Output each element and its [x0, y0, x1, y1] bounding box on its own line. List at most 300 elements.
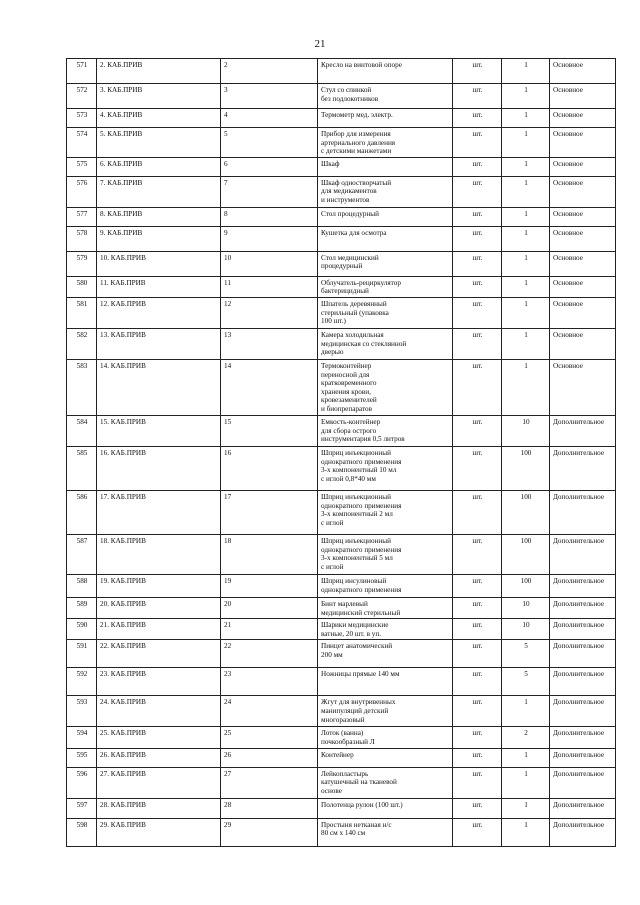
- unit-text: шт.: [472, 448, 483, 457]
- cabinet-code-text: 9. КАБ.ПРИВ: [100, 228, 143, 237]
- unit-text: шт.: [472, 253, 483, 262]
- position-cell: [221, 84, 318, 109]
- row-number-text: 572: [76, 86, 88, 94]
- equipment-table: [66, 58, 616, 847]
- item-name-cell: [318, 534, 453, 574]
- equipment-type-cell: [550, 109, 616, 128]
- cabinet-code-text: 29. КАБ.ПРИВ: [100, 820, 146, 829]
- item-name-cell: [318, 767, 453, 798]
- unit-text: шт.: [472, 178, 483, 187]
- row-number-text: 579: [76, 253, 88, 262]
- unit-text: шт.: [472, 299, 483, 308]
- unit-cell: [453, 207, 502, 226]
- quantity-cell: [502, 727, 550, 748]
- item-name-cell: [318, 226, 453, 251]
- cabinet-code-text: 25. КАБ.ПРИВ: [100, 729, 146, 738]
- equipment-type-cell: [550, 727, 616, 748]
- position-text: 23: [224, 670, 232, 679]
- unit-cell: [453, 798, 502, 818]
- item-name-text: Шкаф одностворчатый для медикаментов и инструментов: [321, 178, 392, 204]
- position-cell: [221, 251, 318, 276]
- table-body: [67, 59, 616, 847]
- table-row: [67, 668, 616, 696]
- position-text: 10: [224, 253, 232, 262]
- quantity-text: 1: [524, 86, 528, 94]
- cabinet-code-cell: [97, 696, 221, 727]
- row-number-cell: [67, 328, 97, 359]
- cabinet-code-cell: [97, 251, 221, 276]
- quantity-cell: [502, 328, 550, 359]
- quantity-cell: [502, 597, 550, 618]
- position-text: 5: [224, 130, 228, 138]
- equipment-type-cell: [550, 534, 616, 574]
- equipment-type-cell: [550, 619, 616, 640]
- cabinet-code-text: 24. КАБ.ПРИВ: [100, 698, 146, 707]
- row-number-cell: [67, 109, 97, 128]
- unit-cell: [453, 84, 502, 109]
- equipment-type-cell: [550, 226, 616, 251]
- position-cell: [221, 276, 318, 297]
- item-name-text: Полотенца рулон (100 шт.): [321, 800, 403, 809]
- quantity-cell: [502, 251, 550, 276]
- table-row: [67, 328, 616, 359]
- row-number-cell: [67, 157, 97, 176]
- cabinet-code-cell: [97, 59, 221, 84]
- unit-cell: [453, 297, 502, 328]
- row-number-text: 588: [76, 576, 88, 585]
- position-text: 27: [224, 769, 232, 778]
- cabinet-code-cell: [97, 727, 221, 748]
- cabinet-code-text: 5. КАБ.ПРИВ: [100, 130, 143, 138]
- row-number-text: 576: [76, 178, 88, 187]
- unit-cell: [453, 128, 502, 158]
- cabinet-code-cell: [97, 490, 221, 534]
- equipment-type-cell: [550, 359, 616, 415]
- equipment-type-text: Основное: [553, 361, 583, 370]
- position-text: 25: [224, 729, 232, 738]
- quantity-cell: [502, 798, 550, 818]
- position-cell: [221, 668, 318, 696]
- equipment-type-text: Основное: [553, 278, 583, 287]
- quantity-cell: [502, 109, 550, 128]
- item-name-text: Шприц инъекционный однократного применения 3-х компонентный 10 мл с иглой 0,8*40 мм: [321, 448, 402, 483]
- quantity-text: 1: [524, 228, 528, 237]
- row-number-text: 580: [76, 278, 88, 287]
- quantity-text: 100: [520, 492, 532, 501]
- quantity-cell: [502, 59, 550, 84]
- position-cell: [221, 798, 318, 818]
- item-name-text: Бинт марлевый медицинский стерильный: [321, 599, 401, 617]
- table-row: [67, 157, 616, 176]
- quantity-text: 1: [524, 800, 528, 809]
- item-name-text: Камера холодильная медицинская со стеклянной дверью: [321, 330, 407, 357]
- equipment-type-text: Основное: [553, 111, 583, 119]
- row-number-cell: [67, 84, 97, 109]
- cabinet-code-cell: [97, 619, 221, 640]
- row-number-cell: [67, 748, 97, 767]
- unit-cell: [453, 748, 502, 767]
- position-cell: [221, 446, 318, 490]
- item-name-text: Ножницы прямые 140 мм: [321, 670, 400, 679]
- position-cell: [221, 696, 318, 727]
- row-number-cell: [67, 128, 97, 158]
- row-number-text: 582: [76, 330, 88, 339]
- position-cell: [221, 748, 318, 767]
- item-name-text: Кушетка для осмотра: [321, 228, 387, 237]
- item-name-cell: [318, 157, 453, 176]
- row-number-cell: [67, 597, 97, 618]
- cabinet-code-text: 26. КАБ.ПРИВ: [100, 750, 146, 759]
- quantity-text: 10: [522, 599, 530, 608]
- unit-text: шт.: [472, 361, 483, 370]
- item-name-cell: [318, 109, 453, 128]
- equipment-type-text: Основное: [553, 330, 583, 339]
- item-name-text: Шарики медицинские ватные, 20 шт. в уп.: [321, 621, 389, 638]
- item-name-cell: [318, 359, 453, 415]
- equipment-type-text: Дополнительное: [553, 536, 605, 545]
- row-number-cell: [67, 276, 97, 297]
- table-row: [67, 574, 616, 597]
- cabinet-code-cell: [97, 109, 221, 128]
- cabinet-code-text: 3. КАБ.ПРИВ: [100, 86, 143, 94]
- quantity-cell: [502, 226, 550, 251]
- row-number-text: 590: [76, 621, 88, 630]
- cabinet-code-cell: [97, 668, 221, 696]
- cabinet-code-text: 27. КАБ.ПРИВ: [100, 769, 146, 778]
- cabinet-code-text: 21. КАБ.ПРИВ: [100, 621, 146, 630]
- cabinet-code-text: 11. КАБ.ПРИВ: [100, 278, 146, 287]
- page-number: 21: [314, 38, 326, 50]
- equipment-type-text: Дополнительное: [553, 670, 605, 679]
- unit-text: шт.: [472, 670, 483, 679]
- quantity-cell: [502, 574, 550, 597]
- quantity-text: 1: [524, 178, 528, 187]
- item-name-cell: [318, 748, 453, 767]
- unit-text: шт.: [472, 61, 483, 69]
- table-row: [67, 359, 616, 415]
- quantity-cell: [502, 748, 550, 767]
- position-cell: [221, 415, 318, 446]
- row-number-text: 577: [76, 209, 88, 218]
- unit-cell: [453, 276, 502, 297]
- item-name-text: Шприц инъекционный однократного применения 3-х компонентный 2 мл с иглой: [321, 492, 402, 527]
- unit-cell: [453, 157, 502, 176]
- quantity-cell: [502, 490, 550, 534]
- quantity-cell: [502, 207, 550, 226]
- equipment-type-cell: [550, 490, 616, 534]
- row-number-text: 571: [76, 61, 88, 69]
- equipment-type-text: Дополнительное: [553, 698, 605, 707]
- item-name-text: Простыня нетканая н/с 80 см х 140 см: [321, 820, 392, 838]
- position-cell: [221, 640, 318, 668]
- item-name-text: Лейкопластырь катушечный на тканевой основе: [321, 769, 397, 795]
- table-row: [67, 251, 616, 276]
- unit-text: шт.: [472, 228, 483, 237]
- quantity-text: 1: [524, 111, 528, 119]
- equipment-type-cell: [550, 297, 616, 328]
- equipment-type-cell: [550, 207, 616, 226]
- unit-cell: [453, 359, 502, 415]
- cabinet-code-cell: [97, 574, 221, 597]
- item-name-text: Стол медицинский процедурный: [321, 253, 379, 271]
- cabinet-code-text: 14. КАБ.ПРИВ: [100, 361, 146, 370]
- cabinet-code-text: 13. КАБ.ПРИВ: [100, 330, 146, 339]
- unit-cell: [453, 226, 502, 251]
- unit-cell: [453, 251, 502, 276]
- item-name-text: Пинцет анатомический 200 мм: [321, 642, 393, 659]
- position-cell: [221, 157, 318, 176]
- row-number-cell: [67, 767, 97, 798]
- row-number-text: 589: [76, 599, 88, 608]
- position-text: 24: [224, 698, 232, 707]
- unit-cell: [453, 597, 502, 618]
- row-number-cell: [67, 490, 97, 534]
- item-name-cell: [318, 727, 453, 748]
- quantity-text: 1: [524, 209, 528, 218]
- equipment-type-cell: [550, 818, 616, 846]
- unit-cell: [453, 574, 502, 597]
- cabinet-code-text: 22. КАБ.ПРИВ: [100, 642, 146, 651]
- quantity-cell: [502, 84, 550, 109]
- position-text: 26: [224, 750, 232, 759]
- equipment-type-text: Дополнительное: [553, 642, 605, 651]
- equipment-type-text: Дополнительное: [553, 576, 605, 585]
- quantity-cell: [502, 818, 550, 846]
- item-name-cell: [318, 328, 453, 359]
- item-name-text: Стул со спинкой без подлокотников: [321, 86, 379, 103]
- table-row: [67, 84, 616, 109]
- quantity-text: 1: [524, 750, 528, 759]
- table-row: [67, 415, 616, 446]
- unit-text: шт.: [472, 769, 483, 778]
- equipment-type-cell: [550, 59, 616, 84]
- unit-text: шт.: [472, 209, 483, 218]
- row-number-text: 587: [76, 536, 88, 545]
- item-name-cell: [318, 415, 453, 446]
- position-cell: [221, 727, 318, 748]
- quantity-text: 10: [522, 417, 530, 426]
- equipment-type-text: Основное: [553, 178, 583, 187]
- equipment-type-text: Дополнительное: [553, 448, 605, 457]
- unit-text: шт.: [472, 729, 483, 738]
- cabinet-code-text: 10. КАБ.ПРИВ: [100, 253, 146, 262]
- equipment-type-cell: [550, 415, 616, 446]
- quantity-text: 1: [524, 820, 528, 829]
- equipment-type-text: Дополнительное: [553, 599, 605, 608]
- position-cell: [221, 534, 318, 574]
- item-name-text: Термоконтейнер переносной для кратковременного хранения крови, кровезаменителей и биопрепаратов: [321, 361, 377, 413]
- quantity-cell: [502, 446, 550, 490]
- row-number-text: 581: [76, 299, 88, 308]
- unit-text: шт.: [472, 621, 483, 630]
- row-number-cell: [67, 534, 97, 574]
- equipment-type-cell: [550, 446, 616, 490]
- unit-cell: [453, 668, 502, 696]
- row-number-cell: [67, 798, 97, 818]
- equipment-type-cell: [550, 696, 616, 727]
- equipment-type-cell: [550, 640, 616, 668]
- table-row: [67, 798, 616, 818]
- quantity-text: 2: [524, 729, 528, 738]
- position-text: 16: [224, 448, 232, 457]
- table-row: [67, 534, 616, 574]
- equipment-type-text: Дополнительное: [553, 621, 605, 630]
- equipment-type-text: Основное: [553, 228, 583, 237]
- item-name-cell: [318, 574, 453, 597]
- row-number-cell: [67, 727, 97, 748]
- quantity-text: 100: [520, 536, 532, 545]
- table-row: [67, 727, 616, 748]
- cabinet-code-cell: [97, 207, 221, 226]
- table-row: [67, 226, 616, 251]
- position-cell: [221, 328, 318, 359]
- unit-cell: [453, 619, 502, 640]
- table-row: [67, 767, 616, 798]
- row-number-cell: [67, 668, 97, 696]
- table-row: [67, 748, 616, 767]
- unit-text: шт.: [472, 750, 483, 759]
- item-name-cell: [318, 59, 453, 84]
- equipment-type-cell: [550, 767, 616, 798]
- item-name-text: Шприц инъекционный однократного применения 3-х компонентный 5 мл с иглой: [321, 536, 402, 571]
- table-row: [67, 490, 616, 534]
- quantity-cell: [502, 640, 550, 668]
- cabinet-code-cell: [97, 767, 221, 798]
- unit-cell: [453, 640, 502, 668]
- item-name-cell: [318, 297, 453, 328]
- cabinet-code-cell: [97, 798, 221, 818]
- equipment-type-cell: [550, 176, 616, 207]
- cabinet-code-text: 2. КАБ.ПРИВ: [100, 61, 143, 69]
- row-number-text: 597: [76, 800, 88, 809]
- row-number-text: 592: [76, 670, 88, 679]
- position-text: 2: [224, 61, 228, 69]
- equipment-type-cell: [550, 157, 616, 176]
- row-number-cell: [67, 226, 97, 251]
- cabinet-code-cell: [97, 597, 221, 618]
- position-text: 6: [224, 159, 228, 168]
- quantity-text: 5: [524, 670, 528, 679]
- item-name-text: Контейнер: [321, 750, 354, 759]
- unit-text: шт.: [472, 111, 483, 119]
- equipment-type-text: Основное: [553, 159, 583, 168]
- row-number-cell: [67, 359, 97, 415]
- row-number-cell: [67, 640, 97, 668]
- quantity-cell: [502, 619, 550, 640]
- equipment-type-text: Основное: [553, 61, 583, 69]
- table-row: [67, 696, 616, 727]
- item-name-text: Емкость-контейнер для сбора острого инструментария 0,5 литров: [321, 417, 405, 444]
- position-cell: [221, 226, 318, 251]
- cabinet-code-cell: [97, 157, 221, 176]
- position-text: 17: [224, 492, 232, 501]
- unit-cell: [453, 767, 502, 798]
- position-cell: [221, 574, 318, 597]
- position-cell: [221, 59, 318, 84]
- unit-text: шт.: [472, 576, 483, 585]
- unit-text: шт.: [472, 642, 483, 651]
- cabinet-code-text: 8. КАБ.ПРИВ: [100, 209, 143, 218]
- equipment-type-text: Дополнительное: [553, 800, 605, 809]
- unit-text: шт.: [472, 130, 483, 138]
- equipment-type-cell: [550, 276, 616, 297]
- position-text: 22: [224, 642, 232, 651]
- quantity-text: 1: [524, 159, 528, 168]
- equipment-type-cell: [550, 84, 616, 109]
- position-text: 18: [224, 536, 232, 545]
- quantity-text: 100: [520, 576, 532, 585]
- row-number-cell: [67, 818, 97, 846]
- equipment-type-cell: [550, 574, 616, 597]
- cabinet-code-cell: [97, 748, 221, 767]
- unit-text: шт.: [472, 86, 483, 94]
- table-row: [67, 276, 616, 297]
- item-name-cell: [318, 640, 453, 668]
- quantity-text: 1: [524, 61, 528, 69]
- cabinet-code-cell: [97, 534, 221, 574]
- position-text: 19: [224, 576, 232, 585]
- equipment-type-cell: [550, 251, 616, 276]
- item-name-cell: [318, 696, 453, 727]
- item-name-cell: [318, 798, 453, 818]
- item-name-cell: [318, 207, 453, 226]
- position-cell: [221, 818, 318, 846]
- unit-cell: [453, 727, 502, 748]
- position-text: 20: [224, 599, 232, 608]
- item-name-text: Лоток (ванна) почкообразный Л: [321, 729, 375, 746]
- quantity-text: 100: [520, 448, 532, 457]
- position-text: 21: [224, 621, 232, 630]
- quantity-cell: [502, 276, 550, 297]
- cabinet-code-cell: [97, 128, 221, 158]
- position-cell: [221, 359, 318, 415]
- quantity-text: 1: [524, 278, 528, 287]
- position-cell: [221, 597, 318, 618]
- position-text: 8: [224, 209, 228, 218]
- cabinet-code-cell: [97, 446, 221, 490]
- quantity-cell: [502, 359, 550, 415]
- quantity-cell: [502, 128, 550, 158]
- equipment-type-text: Дополнительное: [553, 417, 605, 426]
- position-cell: [221, 297, 318, 328]
- position-text: 13: [224, 330, 232, 339]
- cabinet-code-text: 19. КАБ.ПРИВ: [100, 576, 146, 585]
- quantity-text: 1: [524, 361, 528, 370]
- row-number-cell: [67, 207, 97, 226]
- position-cell: [221, 767, 318, 798]
- table-row: [67, 297, 616, 328]
- row-number-text: 591: [76, 642, 88, 651]
- item-name-text: Прибор для измерения артериального давления с детскими манжетами: [321, 130, 396, 156]
- unit-text: шт.: [472, 492, 483, 501]
- item-name-cell: [318, 668, 453, 696]
- row-number-text: 573: [76, 111, 88, 119]
- unit-cell: [453, 415, 502, 446]
- item-name-cell: [318, 128, 453, 158]
- unit-cell: [453, 534, 502, 574]
- unit-cell: [453, 328, 502, 359]
- quantity-cell: [502, 534, 550, 574]
- item-name-cell: [318, 251, 453, 276]
- cabinet-code-cell: [97, 226, 221, 251]
- cabinet-code-text: 16. КАБ.ПРИВ: [100, 448, 146, 457]
- row-number-cell: [67, 251, 97, 276]
- row-number-text: 584: [76, 417, 88, 426]
- position-text: 28: [224, 800, 232, 809]
- row-number-cell: [67, 59, 97, 84]
- item-name-text: Шкаф: [321, 159, 340, 168]
- table-row: [67, 128, 616, 158]
